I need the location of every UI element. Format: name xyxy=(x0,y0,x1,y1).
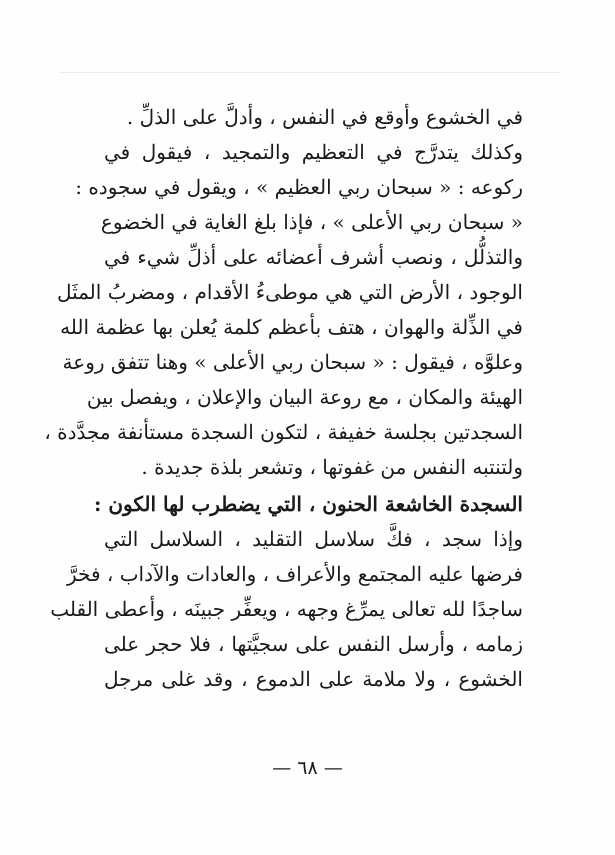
text-line: الوجود ، الأرض التي هي موطىءُ الأقدام ، ومضربُ المثَل xyxy=(56,280,523,304)
text-line: زمامه ، وأرسل النفس على سجيَّتها ، فلا حجر على xyxy=(104,632,523,656)
text-line: الهيئة والمكان ، مع روعة البيان والإعلان ، ويفصل بين xyxy=(86,385,523,409)
text-line: وكذلك يتدرَّج في التعظيم والتمجيد ، فيقول في xyxy=(104,140,523,164)
text-line: ركوعه : « سبحان ربي العظيم » ، ويقول في سجوده : xyxy=(75,175,523,199)
section-heading: السجدة الخاشعة الحنون ، التي يضطرب لها الكون : xyxy=(94,492,523,516)
text-line: السجدتين بجلسة خفيفة ، لتكون السجدة مستأنفة مجدَّدة ، xyxy=(44,420,523,444)
text-line: في الذِّلة والهوان ، هتف بأعظم كلمة يُعلن بها عظمة الله xyxy=(60,315,523,339)
text-line: الخشوع ، ولا ملامة على الدموع ، وقد غلى مرجل xyxy=(104,667,523,691)
top-divider xyxy=(60,72,560,74)
page-number: — ٦٨ — xyxy=(272,757,343,779)
text-line: « سبحان ربي الأعلى » ، فإذا بلغ الغاية في الخضوع xyxy=(100,210,523,234)
text-line: ولتنتبه النفس من غفوتها ، وتشعر بلذة جديدة . xyxy=(141,455,523,479)
text-line: وعلوَّه ، فيقول : « سبحان ربي الأعلى » وهنا تتفق روعة xyxy=(62,350,523,374)
text-line: ساجدًا لله تعالى يمرِّغ وجهه ، ويعفِّر جبينَه ، وأعطى القلب xyxy=(50,597,523,621)
text-line: فرضها عليه المجتمع والأعراف ، والعادات والآداب ، فخرَّ xyxy=(67,562,523,586)
body-text xyxy=(44,100,523,697)
text-line: وإذا سجد ، فكَّ سلاسل التقليد ، السلاسل التي xyxy=(104,527,523,551)
text-line: في الخشوع وأوقع في النفس ، وأدلَّ على الذلِّ . xyxy=(126,105,523,129)
text-line: والتذلُّل ، ونصب أشرف أعضائه على أذلِّ شيء في xyxy=(104,245,523,269)
